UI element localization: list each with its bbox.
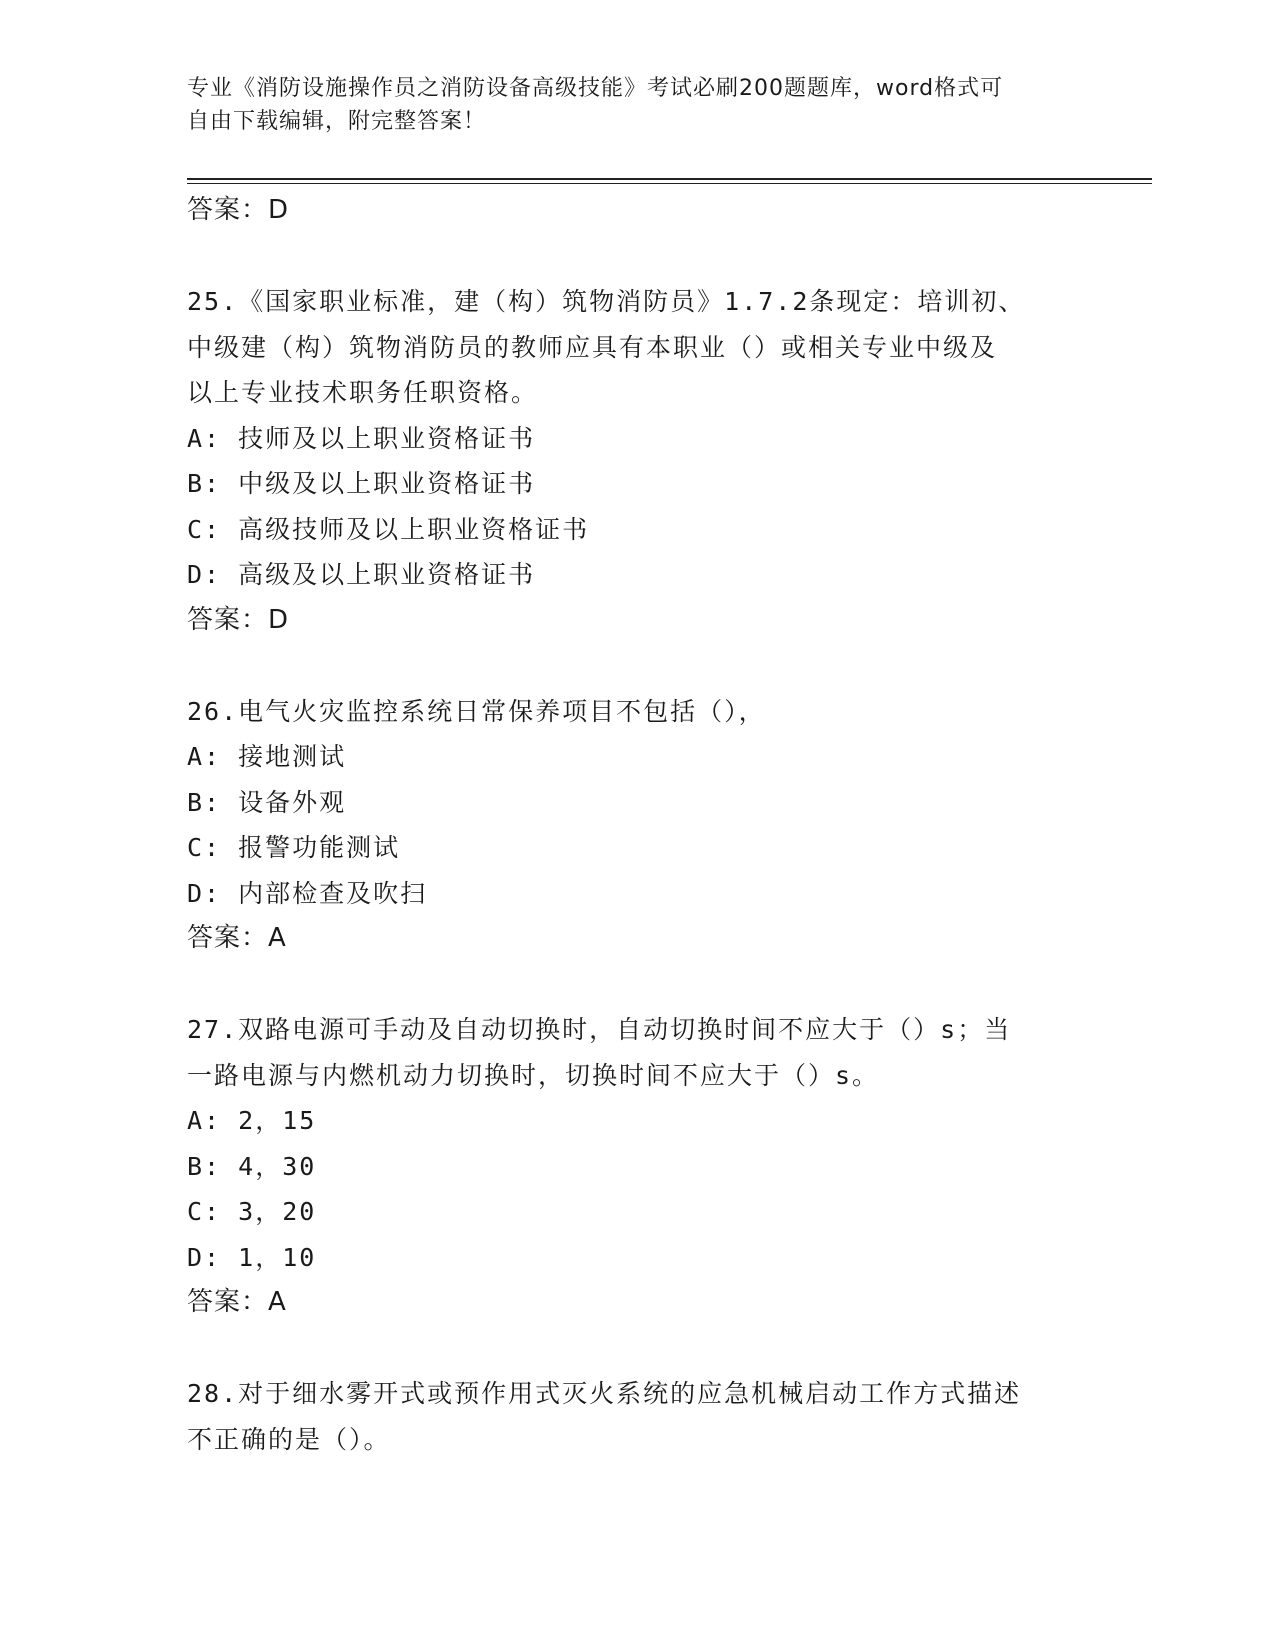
answer-line: 答案：D: [187, 195, 290, 225]
header-line-1: 专业《消防设施操作员之消防设备高级技能》考试必刷200题题库，word格式可: [187, 76, 1004, 101]
answer-line: 答案：D: [187, 604, 290, 635]
spacer: [187, 1326, 1087, 1372]
option-b: B: 4，30: [187, 1151, 317, 1181]
option-c: C: 报警功能测试: [187, 833, 401, 862]
answer-line: 答案：A: [187, 1287, 287, 1317]
question-list: [187, 188, 1087, 1462]
question-text-line: 一路电源与内燃机动力切换时，切换时间不应大于（）s。: [187, 1060, 880, 1090]
question-text-line: 28.对于细水雾开式或预作用式灭火系统的应急机械启动工作方式描述: [187, 1379, 1022, 1408]
option-b: B: 设备外观: [187, 787, 347, 817]
header-divider-thick: [187, 178, 1152, 180]
option-a: A: 2，15: [187, 1106, 317, 1135]
option-d: D: 高级及以上职业资格证书: [187, 560, 536, 589]
question-25: [187, 279, 1087, 643]
option-a: A: 接地测试: [187, 742, 347, 771]
question-text-line: 中级建（构）筑物消防员的教师应具有本职业（）或相关专业中级及: [187, 332, 998, 362]
question-26: [187, 689, 1087, 962]
spacer: [187, 234, 1087, 280]
question-28: [187, 1371, 1087, 1462]
question-text-line: 以上专业技术职务任职资格。: [187, 378, 539, 407]
option-c: C: 高级技师及以上职业资格证书: [187, 514, 590, 544]
option-a: A: 技师及以上职业资格证书: [187, 423, 536, 453]
option-c: C: 3，20: [187, 1197, 317, 1226]
question-27: [187, 1007, 1087, 1326]
question-text-line: 27.双路电源可手动及自动切换时，自动切换时间不应大于（）s；当: [187, 1015, 1012, 1044]
header-divider-thin: [187, 183, 1152, 184]
option-b: B: 中级及以上职业资格证书: [187, 469, 536, 498]
spacer: [187, 643, 1087, 689]
option-d: D: 1，10: [187, 1242, 317, 1272]
question-text-line: 26.电气火灾监控系统日常保养项目不包括（），: [187, 696, 766, 726]
question-text-line: 25.《国家职业标准，建（构）筑物消防员》1.7.2条现定：培训初、: [187, 287, 1026, 316]
option-d: D: 内部检查及吹扫: [187, 878, 428, 908]
answer-line: 答案：A: [187, 923, 287, 953]
document-header: [187, 72, 1067, 138]
question-text-line: 不正确的是（）。: [187, 1424, 391, 1454]
spacer: [187, 962, 1087, 1008]
header-line-2: 自由下载编辑，附完整答案！: [187, 109, 487, 134]
